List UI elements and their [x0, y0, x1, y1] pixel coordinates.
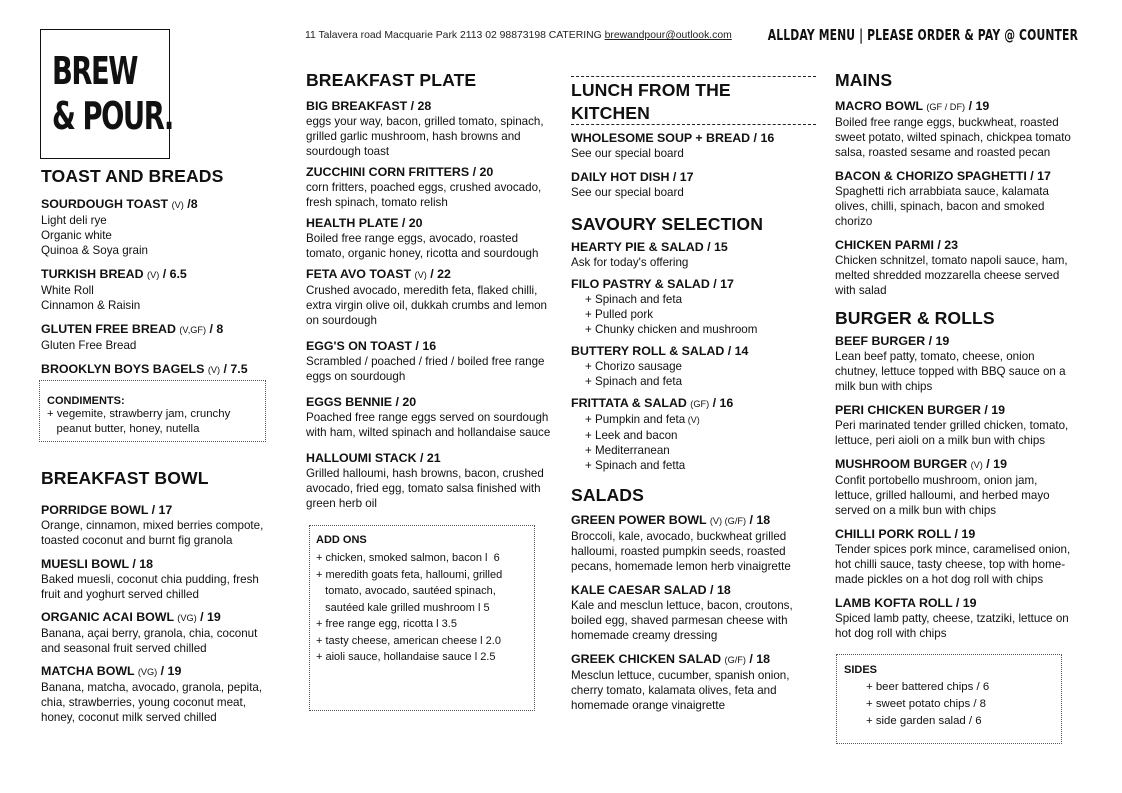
menu-item: [306, 98, 551, 159]
description-line: Ask for today's offering: [571, 256, 689, 269]
menu-item: [306, 338, 551, 384]
dietary-tag: (V): [147, 270, 160, 280]
description-line: pecans, homemade lemon herb vinaigrette: [571, 560, 791, 573]
description-line: Lean beef patty, tomato, cheese, onion: [835, 350, 1035, 363]
description-line: tomato, organic honey, ricotta and sourdough: [306, 247, 539, 260]
description-line: boiled egg, shaved parmesan cheese with: [571, 614, 788, 627]
menu-item: [41, 361, 276, 378]
description-line: fresh spinach, tomato relish: [306, 196, 448, 209]
option-text: + Pumpkin and feta: [585, 413, 686, 426]
menu-item-description: [306, 466, 551, 511]
menu-item: [835, 526, 1085, 587]
description-line: Boiled free range eggs, avocado, roasted: [306, 232, 519, 245]
bowl-items: [41, 502, 276, 725]
section-title-lunch-line2: KITCHEN: [571, 103, 650, 123]
item-title: CHILLI PORK ROLL / 19: [835, 527, 976, 541]
condiments-line: peanut butter, honey, nutella: [47, 423, 200, 435]
dietary-tag: (GF): [690, 399, 710, 409]
menu-item: [571, 276, 816, 337]
option-item: [585, 443, 816, 458]
description-line: Spaghetti rich arrabbiata sauce, kalamata: [835, 185, 1049, 198]
description-line: Broccoli, kale, avocado, buckwheat grilled: [571, 530, 787, 543]
menu-item-description: [571, 668, 816, 713]
item-title: BUTTERY ROLL & SALAD / 14: [571, 344, 749, 358]
description-line: Mesclun lettuce, cucumber, spanish onion,: [571, 669, 790, 682]
menu-item: [41, 609, 276, 656]
item-title: ORGANIC ACAI BOWL: [41, 610, 178, 624]
option-list: [571, 359, 816, 389]
option-text: + Chorizo sausage: [585, 360, 682, 373]
menu-item: [41, 556, 276, 602]
description-line: Kale and mesclun lettuce, bacon, croutons,: [571, 599, 793, 612]
menu-item-description: [835, 184, 1085, 229]
addon-line: + tasty cheese, american cheese l 2.0: [316, 634, 501, 647]
menu-item-name: [571, 343, 816, 359]
item-title: HALLOUMI STACK / 21: [306, 451, 441, 465]
brand-logo: [40, 29, 173, 159]
menu-item: [306, 450, 551, 511]
sides-box: [836, 654, 1062, 744]
addons-title: ADD ONS: [316, 534, 367, 546]
item-title: MUSHROOM BURGER: [835, 457, 971, 471]
description-line: with ham, wilted spinach and hollandaise sauce: [306, 426, 551, 439]
option-item: [585, 292, 816, 307]
item-title: GREEN POWER BOWL: [571, 513, 710, 527]
item-price: / 8: [206, 322, 224, 336]
addon-line: sautéed kale grilled mushroom l 5: [316, 601, 490, 614]
menu-item-name: [571, 169, 816, 185]
dietary-tag: (V,GF): [179, 325, 207, 335]
menu-item: [835, 456, 1085, 518]
description-line: green herb oil: [306, 497, 377, 510]
option-list: [571, 292, 816, 337]
item-title: PERI CHICKEN BURGER / 19: [835, 403, 1006, 417]
menu-item-name: [41, 502, 276, 518]
item-title: WHOLESOME SOUP + BREAD / 16: [571, 131, 775, 145]
description-line: lettuce, peri aioli on a milk bun with chips: [835, 434, 1046, 447]
item-title: BACON & CHORIZO SPAGHETTI / 17: [835, 169, 1051, 183]
section-title-lunch-line1: LUNCH FROM THE: [571, 80, 731, 100]
menu-item-name: [571, 395, 816, 412]
item-price: / 7.5: [220, 362, 248, 376]
item-price: / 18: [132, 557, 153, 571]
section-title-salads: SALADS: [571, 485, 644, 505]
condiments-title: CONDIMENTS:: [47, 395, 125, 407]
menu-item: [571, 169, 816, 200]
addon-line: + chicken, smoked salmon, bacon l 6: [316, 552, 500, 564]
section-title-toast: TOAST AND BREADS: [41, 166, 224, 186]
description-line: made pickles on a hot dog roll with chips: [835, 573, 1044, 586]
item-title: MACRO BOWL: [835, 99, 927, 113]
salads-items: [571, 512, 816, 713]
item-title: FETA AVO TOAST: [306, 267, 415, 281]
section-title-breakfast-plate: BREAKFAST PLATE: [306, 70, 477, 90]
dietary-tag: (V): [970, 460, 983, 470]
option-item: [585, 322, 816, 337]
savoury-items: [571, 239, 816, 473]
menu-item-name: [835, 237, 1085, 253]
description-line: Banana, matcha, avocado, granola, pepita,: [41, 681, 263, 694]
menu-item-name: [41, 266, 276, 283]
item-title: FRITTATA & SALAD: [571, 396, 691, 410]
description-line: White Roll: [41, 284, 94, 297]
section-title-breakfast-bowl: BREAKFAST BOWL: [41, 468, 209, 488]
description-line: on sourdough: [306, 314, 377, 327]
option-text: + Pulled pork: [585, 308, 653, 321]
menu-item-description: [41, 338, 276, 353]
menu-item: [571, 130, 816, 161]
option-text: + Spinach and fetta: [585, 459, 686, 472]
menu-item-name: [835, 98, 1085, 115]
description-line: and seasonal fruit served chilled: [41, 642, 207, 655]
description-line: olives, chilli, spinach, bacon and smoked: [835, 200, 1045, 213]
logo-text-line1: BREW: [52, 49, 138, 93]
menu-item-name: [41, 321, 276, 338]
description-line: Orange, cinnamon, mixed berries compote,: [41, 519, 264, 532]
dietary-tag: (GF / DF): [926, 102, 966, 112]
logo-text-line2: & POUR.: [52, 94, 173, 138]
description-line: extra virgin olive oil, dukkah crumbs and lemon: [306, 299, 548, 312]
menu-item-name: [571, 276, 816, 292]
description-line: milk bun with chips: [835, 380, 933, 393]
description-line: eggs your way, bacon, grilled tomato, spinach,: [306, 115, 544, 128]
item-title: PORRIDGE BOWL: [41, 503, 152, 517]
menu-item: [835, 237, 1085, 298]
description-line: avocado, fried egg, tomato salsa finished with: [306, 482, 541, 495]
menu-item-description: [306, 114, 551, 159]
dietary-tag: (V): [685, 415, 700, 425]
condiments-line: + vegemite, strawberry jam, crunchy: [47, 408, 231, 420]
condiments-box: [39, 380, 266, 442]
option-text: + Spinach and feta: [585, 375, 683, 388]
menu-item-description: [41, 213, 276, 258]
item-price: / 22: [426, 267, 451, 281]
item-title: FILO PASTRY & SALAD / 17: [571, 277, 734, 291]
mains-items: [835, 98, 1085, 298]
menu-item-description: [571, 255, 816, 270]
menu-item-description: [835, 542, 1085, 587]
dashed-rule-top: [571, 76, 816, 77]
column-mains: [835, 70, 1085, 641]
option-item: [585, 412, 816, 428]
item-title: EGGS BENNIE / 20: [306, 395, 417, 409]
menu-item-name: [835, 595, 1085, 611]
menu-item: [835, 168, 1085, 229]
description-line: Gluten Free Bread: [41, 339, 137, 352]
menu-item-description: [571, 185, 816, 200]
menu-item-description: [306, 180, 551, 210]
item-title: GLUTEN FREE BREAD: [41, 322, 180, 336]
menu-item: [41, 663, 276, 725]
menu-item: [306, 266, 551, 328]
option-text: + Mediterranean: [585, 444, 670, 457]
side-line: + sweet potato chips / 8: [866, 698, 986, 710]
item-title: HEALTH PLATE / 20: [306, 216, 423, 230]
menu-item-description: [835, 115, 1085, 160]
menu-item: [41, 502, 276, 548]
menu-item-name: [835, 333, 1085, 349]
item-price: / 19: [965, 99, 990, 113]
menu-item-name: [306, 215, 551, 231]
option-text: + Leek and bacon: [585, 429, 678, 442]
option-list: [571, 412, 816, 473]
option-item: [585, 307, 816, 322]
menu-item-description: [571, 598, 816, 643]
toast-items: [41, 196, 276, 378]
menu-item-name: [571, 651, 816, 668]
menu-item: [835, 595, 1085, 641]
description-line: chorizo: [835, 215, 873, 228]
menu-item-name: [571, 582, 816, 598]
item-price: / 19: [196, 610, 221, 624]
menu-item: [571, 651, 816, 713]
menu-item-name: [306, 394, 551, 410]
menu-item-name: [306, 266, 551, 283]
dietary-tag: (V): [207, 365, 221, 375]
description-line: homemade creamy dressing: [571, 629, 718, 642]
menu-item: [835, 98, 1085, 160]
description-line: Organic white: [41, 229, 112, 242]
description-line: chutney, lettuce topped with BBQ sauce on a: [835, 365, 1066, 378]
item-price: / 6.5: [159, 267, 187, 281]
menu-item: [571, 512, 816, 574]
menu-item: [571, 582, 816, 643]
menu-item-description: [306, 410, 551, 440]
description-line: See our special board: [571, 147, 684, 160]
description-line: halloumi, roasted pumpkin seeds, roasted: [571, 545, 786, 558]
item-title: BEEF BURGER / 19: [835, 334, 950, 348]
description-line: Confit portobello mushroom, onion jam,: [835, 474, 1038, 487]
lunch-items: [571, 130, 816, 200]
item-title: SOURDOUGH TOAST: [41, 197, 172, 211]
column-lunch: [571, 80, 816, 713]
item-price: /8: [183, 197, 198, 211]
description-line: eggs on sourdough: [306, 370, 406, 383]
description-line: Spiced lamb patty, cheese, tzatziki, lettuce on: [835, 612, 1069, 625]
item-title: TURKISH BREAD: [41, 267, 148, 281]
dietary-tag: (G/F): [724, 655, 746, 665]
description-line: Cinnamon & Raisin: [41, 299, 141, 312]
description-line: Boiled free range eggs, buckwheat, roasted: [835, 116, 1059, 129]
item-title: BROOKLYN BOYS BAGELS: [41, 362, 208, 376]
menu-item-name: [306, 98, 551, 114]
item-title: MUESLI BOWL: [41, 557, 133, 571]
menu-item-name: [835, 168, 1085, 184]
option-item: [585, 428, 816, 443]
description-line: Scrambled / poached / fried / boiled free range: [306, 355, 545, 368]
sides-title: SIDES: [844, 664, 878, 676]
menu-item-description: [41, 572, 276, 602]
menu-item-description: [835, 253, 1085, 298]
description-line: Crushed avocado, meredith feta, flaked chilli,: [306, 284, 538, 297]
menu-item-name: [306, 164, 551, 180]
description-line: Tender spices pork mince, caramelised onion,: [835, 543, 1071, 556]
description-line: chia, strawberries, young coconut meat,: [41, 696, 246, 709]
menu-item: [835, 333, 1085, 394]
description-line: honey, coconut milk served chilled: [41, 711, 217, 724]
section-title-savoury: SAVOURY SELECTION: [571, 214, 764, 234]
description-line: hot dog roll with chips: [835, 627, 947, 640]
menu-item-name: [571, 512, 816, 529]
column-toast-and-bowl: [41, 166, 276, 378]
menu-item-description: [41, 283, 276, 313]
menu-item-name: [41, 609, 276, 626]
menu-tagline: ALLDAY MENU | PLEASE ORDER & PAY @ COUNTER: [767, 26, 1078, 44]
option-item: [585, 458, 816, 473]
item-title: CHICKEN PARMI / 23: [835, 238, 959, 252]
menu-item-description: [571, 529, 816, 574]
dietary-tag: (VG): [137, 667, 158, 677]
menu-item-name: [41, 663, 276, 680]
description-line: with salad: [835, 284, 887, 297]
item-title: ZUCCHINI CORN FRITTERS / 20: [306, 165, 494, 179]
description-line: Poached free range eggs served on sourdough: [306, 411, 549, 424]
menu-item: [41, 196, 276, 258]
menu-item-name: [571, 239, 816, 255]
description-line: grilled garlic mushroom, hash browns and: [306, 130, 521, 143]
item-price: / 18: [746, 513, 771, 527]
description-line: homemade orange vinaigrette: [571, 699, 726, 712]
menu-item-description: [306, 354, 551, 384]
description-line: Peri marinated tender grilled chicken, tomato,: [835, 419, 1069, 432]
menu-item-name: [41, 361, 276, 378]
description-line: cherry tomato, kalamata olives, feta and: [571, 684, 777, 697]
addon-line: + aioli sauce, hollandaise sauce l 2.5: [316, 651, 496, 663]
description-line: lettuce, grilled halloumi, and herbed mayo: [835, 489, 1050, 502]
item-title: HEARTY PIE & SALAD / 15: [571, 240, 728, 254]
item-price: / 19: [157, 664, 182, 678]
menu-item-name: [835, 526, 1085, 542]
menu-item: [306, 215, 551, 261]
item-price: / 18: [745, 652, 771, 666]
menu-item-name: [835, 456, 1085, 473]
description-line: Chicken schnitzel, tomato napoli sauce, ham,: [835, 254, 1068, 267]
description-line: toasted coconut and burnt fig granola: [41, 534, 233, 547]
item-title: DAILY HOT DISH / 17: [571, 170, 694, 184]
description-line: Grilled halloumi, hash browns, bacon, crushed: [306, 467, 544, 480]
description-line: hot chilli sauce, tasty cheese, top with home-: [835, 558, 1066, 571]
option-item: [585, 359, 816, 374]
dietary-tag: (V): [171, 200, 184, 210]
addons-box: [309, 525, 535, 711]
column-breakfast-plate: [306, 70, 551, 511]
description-line: See our special board: [571, 186, 684, 199]
option-item: [585, 374, 816, 389]
menu-item-name: [41, 196, 276, 213]
menu-item: [571, 343, 816, 389]
description-line: melted shredded mozzarella cheese served: [835, 269, 1060, 282]
description-line: Light deli rye: [41, 214, 107, 227]
menu-item: [306, 394, 551, 440]
item-title: GREEK CHICKEN SALAD: [571, 652, 725, 666]
addon-line: + free range egg, ricotta l 3.5: [316, 618, 457, 630]
menu-item-description: [41, 518, 276, 548]
dashed-rule-bottom: [571, 124, 816, 125]
menu-item-description: [306, 283, 551, 328]
description-line: corn fritters, poached eggs, crushed avocado,: [306, 181, 542, 194]
menu-item-description: [41, 680, 276, 725]
description-line: Quinoa & Soya grain: [41, 244, 148, 257]
column-breakfast-bowl: [41, 468, 276, 725]
description-line: Banana, açai berry, granola, chia, coconut: [41, 627, 258, 640]
menu-item-name: [571, 130, 816, 146]
item-price: / 16: [709, 396, 734, 410]
plate-items: [306, 98, 551, 511]
description-line: sweet potato, wilted spinach, chickpea tomato: [835, 131, 1071, 144]
side-line: + beer battered chips / 6: [866, 681, 990, 693]
menu-item-description: [306, 231, 551, 261]
item-price: / 19: [982, 457, 1007, 471]
burgers-items: [835, 333, 1085, 641]
addons-content: [316, 534, 502, 666]
dietary-tag: (V): [414, 270, 427, 280]
description-line: served on a milk bun with chips: [835, 504, 997, 517]
menu-item-description: [835, 418, 1085, 448]
item-title: BIG BREAKFAST / 28: [306, 99, 432, 113]
description-line: salsa, roasted sesame and roasted pecan: [835, 146, 1051, 159]
item-title: MATCHA BOWL: [41, 664, 138, 678]
section-title-burgers: BURGER & ROLLS: [835, 308, 995, 328]
menu-item-description: [571, 146, 816, 161]
contact-bar: [305, 30, 732, 41]
menu-item: [571, 239, 816, 270]
email-link[interactable]: brewandpour@outlook.com: [604, 30, 732, 41]
menu-item: [835, 402, 1085, 448]
menu-item: [571, 395, 816, 473]
sides-content: [844, 664, 989, 730]
addon-line: + meredith goats feta, halloumi, grilled: [316, 568, 503, 581]
menu-item-description: [835, 611, 1085, 641]
description-line: fruit and yoghurt served chilled: [41, 588, 199, 601]
description-line: Baked muesli, coconut chia pudding, fresh: [41, 573, 259, 586]
menu-item: [306, 164, 551, 210]
menu-item-description: [835, 473, 1085, 518]
addon-line: tomato, avocado, sautéed spinach,: [316, 585, 496, 597]
menu-item-description: [835, 349, 1085, 394]
side-line: + side garden salad / 6: [866, 715, 982, 727]
option-text: + Spinach and feta: [585, 293, 683, 306]
option-text: + Chunky chicken and mushroom: [585, 323, 758, 336]
menu-item-name: [41, 556, 276, 572]
dietary-tag: (VG): [177, 613, 197, 623]
dietary-tag: (V) (G/F): [709, 516, 747, 526]
menu-item-name: [306, 450, 551, 466]
menu-item-description: [41, 626, 276, 656]
section-title-mains: MAINS: [835, 70, 893, 90]
menu-item-name: [306, 338, 551, 354]
item-title: KALE CAESAR SALAD / 18: [571, 583, 731, 597]
item-title: EGG'S ON TOAST / 16: [306, 339, 437, 353]
menu-item: [41, 321, 276, 353]
item-price: / 17: [151, 503, 173, 517]
description-line: sourdough toast: [306, 145, 390, 158]
address-text: 11 Talavera road Macquarie Park 2113 02 98873198 CATERING: [305, 30, 605, 41]
menu-item-name: [835, 402, 1085, 418]
item-title: LAMB KOFTA ROLL / 19: [835, 596, 977, 610]
menu-item: [41, 266, 276, 313]
